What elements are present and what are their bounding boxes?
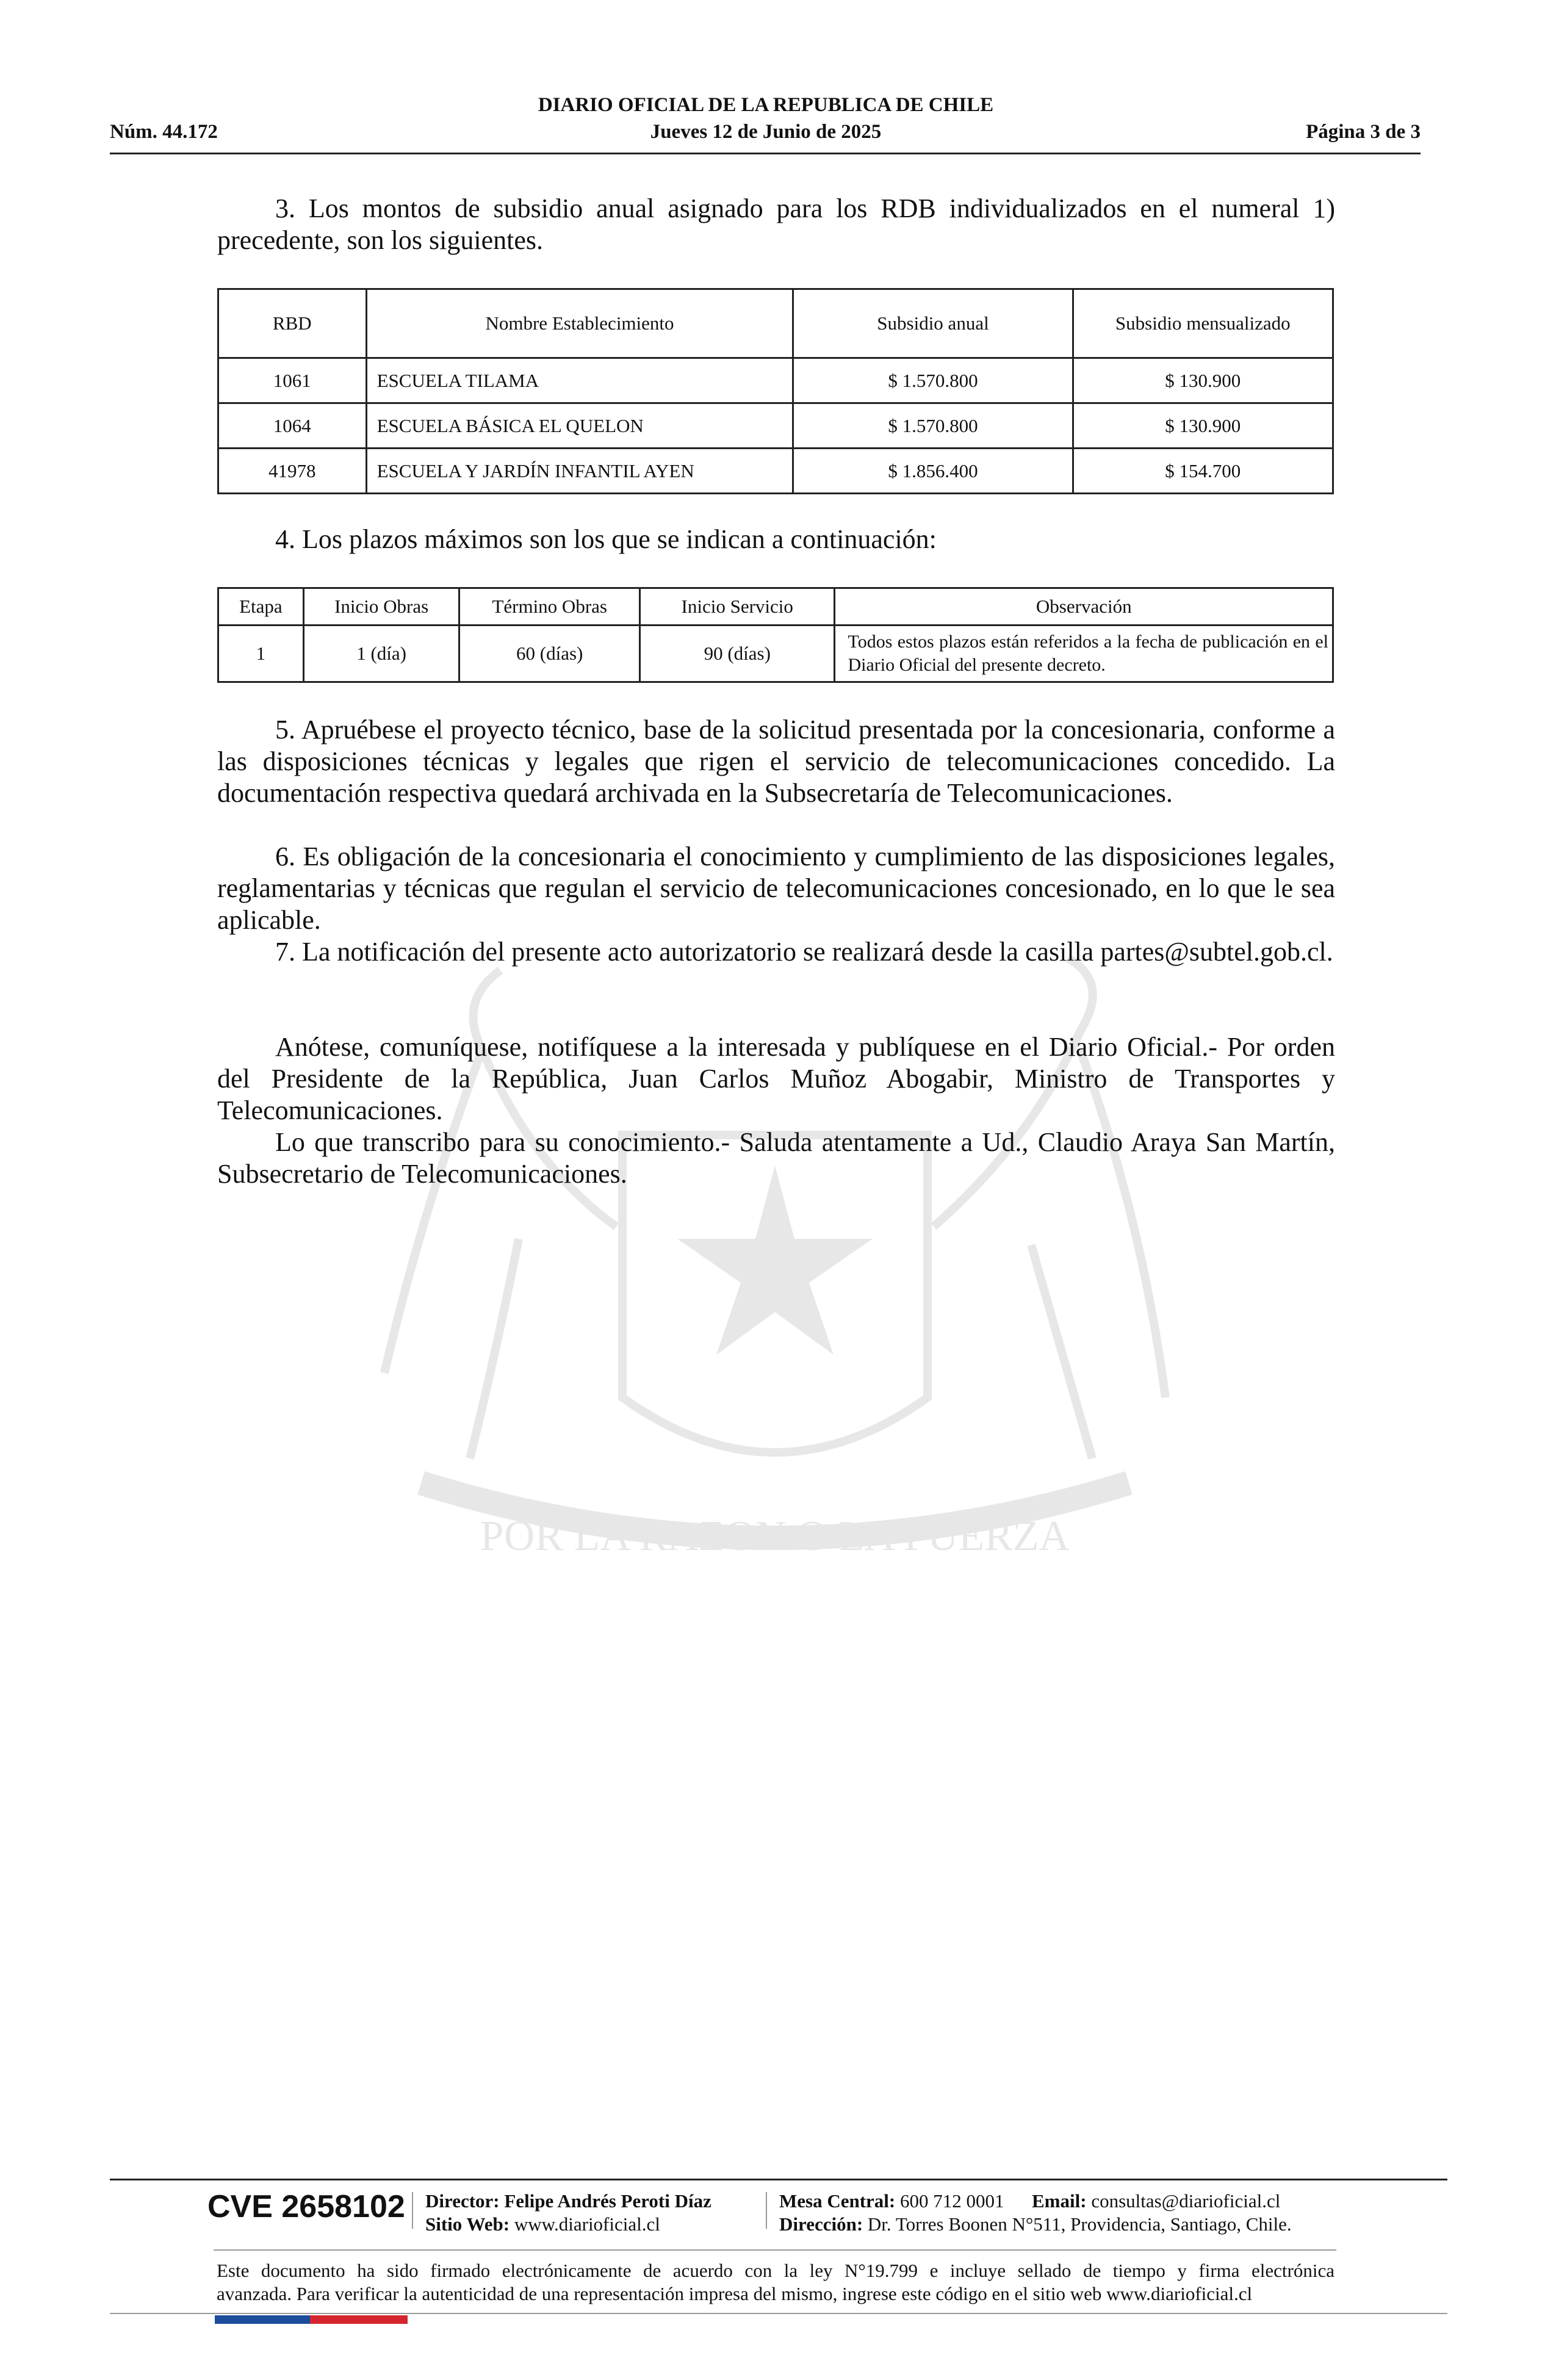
paragraph-4: 4. Los plazos máximos son los que se indican a continuación: [275,524,937,554]
rbd-cell: 1064 [218,403,367,449]
col-header-name: Nombre Establecimiento [366,289,793,358]
flag-stripe-red [310,2315,408,2324]
director-line [425,2190,711,2213]
flag-stripe-blue [215,2315,310,2324]
footer-divider-mid [214,2249,1336,2251]
website-link[interactable]: www.diarioficial.cl [514,2213,660,2235]
monthly-subsidy-cell: $ 130.900 [1073,358,1333,403]
director-name: Felipe Andrés Peroti Díaz [504,2190,711,2212]
director-label: Director: [425,2190,500,2212]
service-start-cell: 90 (días) [639,626,835,682]
paragraph-7: 7. La notificación del presente acto autorizatorio se realizará desde la casilla partes@subtel.gob.cl. [275,937,1333,967]
contact-line [779,2190,1280,2213]
table-row [218,449,1333,494]
table-row [218,403,1333,449]
email-link[interactable]: consultas@diarioficial.cl [1091,2190,1281,2212]
website-label: Sitio Web: [425,2213,510,2235]
stage-cell: 1 [218,626,304,682]
address-label: Dirección: [779,2213,863,2235]
works-end-cell: 60 (días) [459,626,640,682]
annual-subsidy-cell: $ 1.570.800 [793,403,1073,449]
issue-number: Núm. 44.172 [110,121,218,143]
monthly-subsidy-cell: $ 130.900 [1073,403,1333,449]
paragraph-3: 3. Los montos de subsidio anual asignado para los RDB individualizados en el numeral 1) precedente, son los siguientes. [217,193,1335,255]
closing-paragraph: Anótese, comuníquese, notifíquese a la interesada y publíquese en el Diario Oficial.- Por orden del Presidente de la República, Juan Carlos Muñoz Abogabir, Ministro de Transportes y Telecomunicaciones. [217,1032,1335,1125]
table-header-row [218,588,1333,626]
col-header-annual: Subsidio anual [793,289,1073,358]
annual-subsidy-cell: $ 1.856.400 [793,449,1073,494]
address-value: Dr. Torres Boonen N°511, Providencia, Santiago, Chile. [867,2213,1292,2235]
works-start-cell: 1 (día) [303,626,459,682]
phone-label: Mesa Central: [779,2190,896,2212]
col-header-stage: Etapa [218,588,304,626]
col-header-observation: Observación [835,588,1333,626]
cve-code: CVE 2658102 [207,2189,405,2224]
email-label: Email: [1032,2190,1087,2212]
school-name-cell: ESCUELA Y JARDÍN INFANTIL AYEN [366,449,793,494]
table-row [218,358,1333,403]
issue-date: Jueves 12 de Junio de 2025 [650,121,882,143]
star-icon [677,1166,873,1355]
col-header-service-start: Inicio Servicio [639,588,835,626]
paragraph-5: 5. Apruébese el proyecto técnico, base de la solicitud presentada por la concesionaria, conforme a las disposiciones técnicas y legales que rigen el servicio de telecomunicaciones concedido. La documentación respectiva quedará archivada en la Subsecretaría de Telecomunicaciones. [217,715,1335,808]
signature-notice-line-1: Este documento ha sido firmado electrónicamente de acuerdo con la ley N°19.799 e incluye sellado de tiempo y firma electrónica [217,2260,1334,2281]
address-line [779,2213,1292,2236]
footer-divider-bottom [110,2313,1447,2314]
table-header-row [218,289,1333,358]
header-divider [110,153,1421,154]
signature-paragraph: Lo que transcribo para su conocimiento.- Saluda atentamente a Ud., Claudio Araya San Martín, Subsecretario de Telecomunicaciones. [217,1127,1335,1189]
signature-notice-line-2: avanzada. Para verificar la autenticidad de una representación impresa del mismo, ingrese este código en el sitio web www.diarioficial.cl [217,2283,1253,2304]
subsidy-table [217,288,1334,494]
page-number: Página 3 de 3 [1306,121,1421,143]
rbd-cell: 41978 [218,449,367,494]
rbd-cell: 1061 [218,358,367,403]
col-header-works-start: Inicio Obras [303,588,459,626]
newspaper-title: DIARIO OFICIAL DE LA REPUBLICA DE CHILE [538,94,994,116]
phone-value: 600 712 0001 [900,2190,1004,2212]
col-header-works-end: Término Obras [459,588,640,626]
footer-divider-top [110,2179,1447,2180]
coat-of-arms-watermark [299,848,1251,1678]
paragraph-6: 6. Es obligación de la concesionaria el conocimiento y cumplimiento de las disposiciones legales, reglamentarias y técnicas que regulan el servicio de telecomunicaciones concesionado, en lo que le sea aplicable. [217,842,1335,935]
col-header-monthly: Subsidio mensualizado [1073,289,1333,358]
col-header-rbd: RBD [218,289,367,358]
monthly-subsidy-cell: $ 154.700 [1073,449,1333,494]
school-name-cell: ESCUELA TILAMA [366,358,793,403]
observation-cell: Todos estos plazos están referidos a la fecha de publicación en el Diario Oficial del presente decreto. [835,626,1333,682]
footer-separator [766,2192,767,2229]
annual-subsidy-cell: $ 1.570.800 [793,358,1073,403]
deadlines-table [217,587,1334,683]
footer-separator [412,2192,413,2229]
website-line [425,2213,660,2236]
table-row [218,626,1333,682]
school-name-cell: ESCUELA BÁSICA EL QUELON [366,403,793,449]
watermark-motto: POR LA RAZON O LA FUERZA [480,1513,1070,1560]
